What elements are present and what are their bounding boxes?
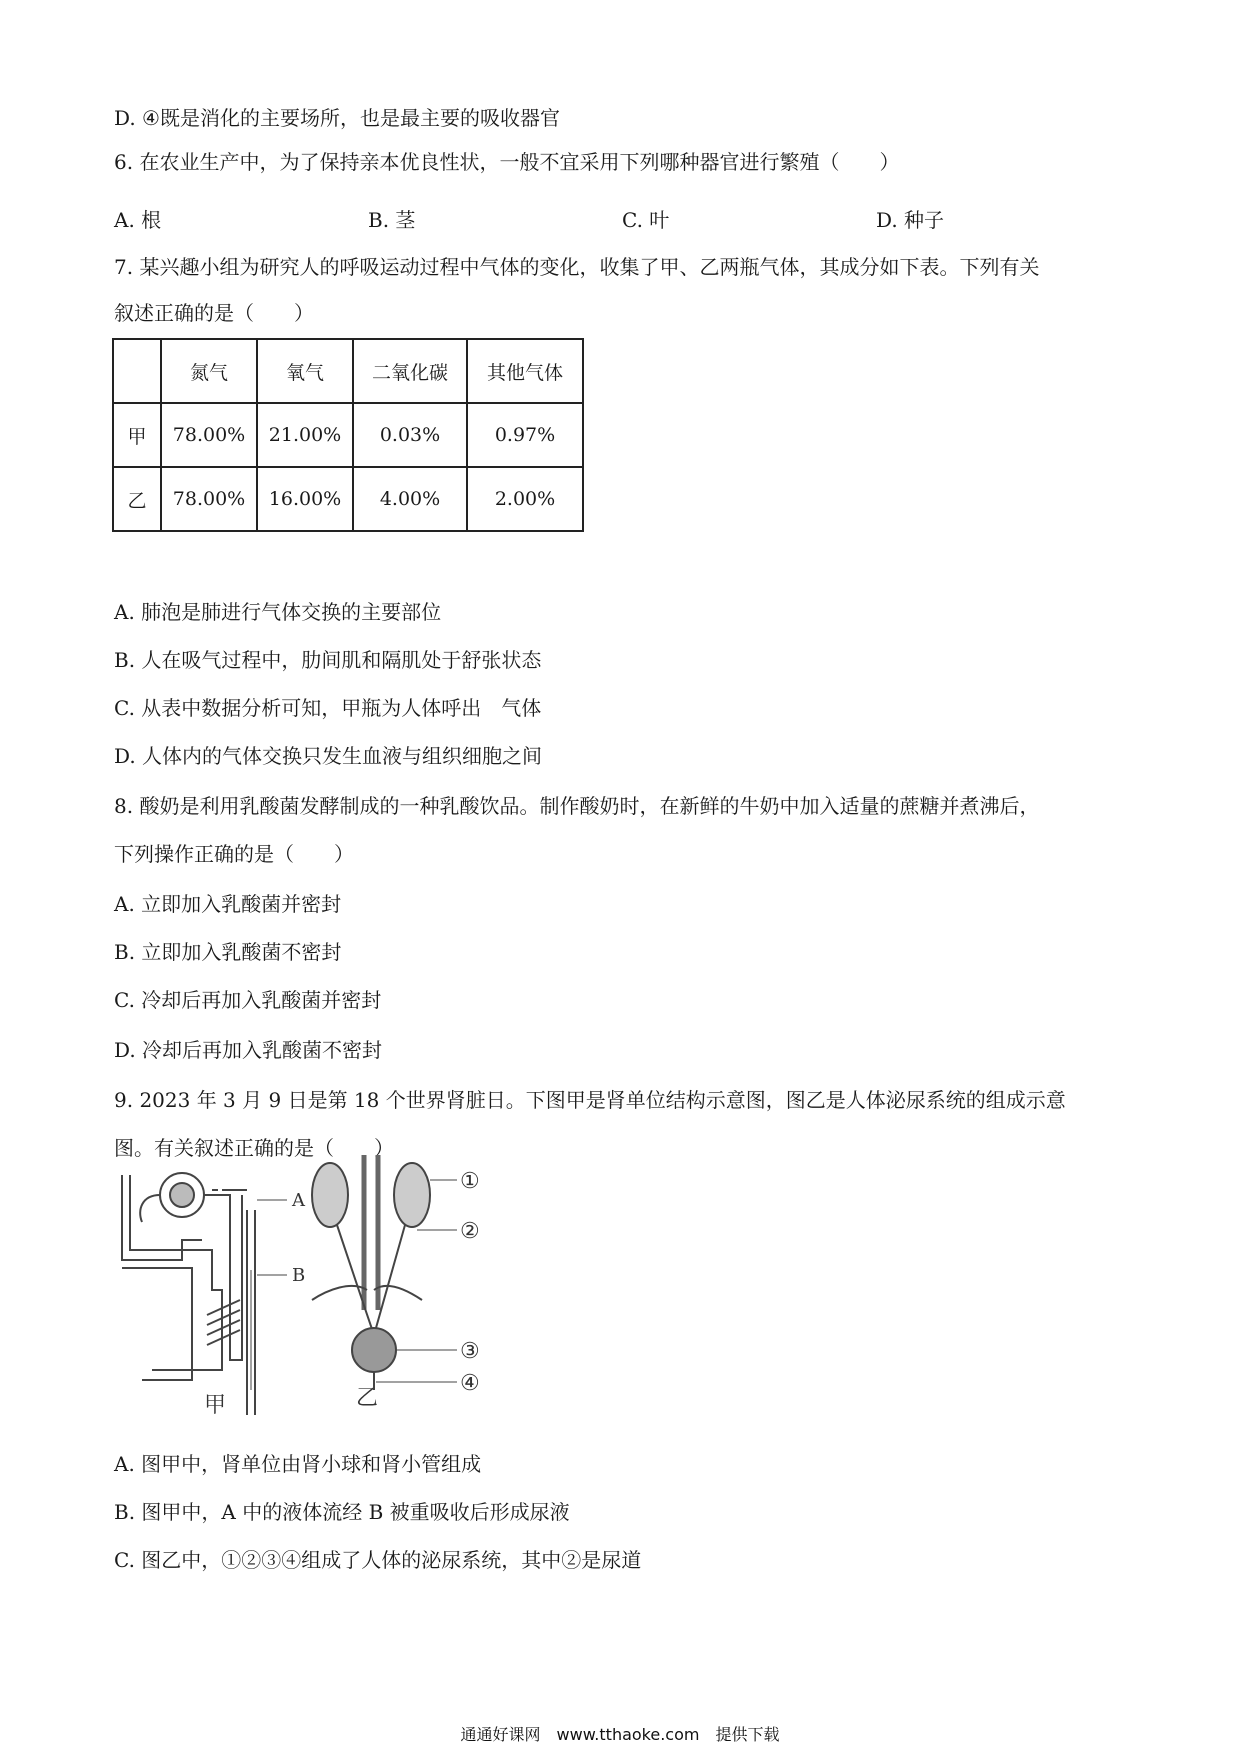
q8-option-b: B. 立即加入乳酸菌不密封 (114, 940, 342, 964)
question-7-line2: 叙述正确的是（ ） (114, 301, 314, 325)
table-header-cell: 其他气体 (467, 339, 583, 403)
table-cell: 乙 (113, 467, 161, 531)
table-cell: 78.00% (161, 467, 257, 531)
marker-4: ④ (460, 1371, 480, 1396)
table-cell: 4.00% (353, 467, 467, 531)
marker-2: ② (460, 1219, 480, 1244)
marker-1: ① (460, 1169, 480, 1194)
q6-option-d: D. 种子 (876, 208, 945, 232)
question-9-line1: 9. 2023 年 3 月 9 日是第 18 个世界肾脏日。下图甲是肾单位结构示意图，图乙是人体泌尿系统的组成示意 (114, 1088, 1066, 1112)
question-8-line2: 下列操作正确的是（ ） (114, 842, 354, 866)
table-row (113, 467, 583, 531)
question-9-line2: 图。有关叙述正确的是（ ） (114, 1136, 394, 1160)
table-cell: 21.00% (257, 403, 353, 467)
table-header-row (113, 339, 583, 403)
kidney-diagram-svg (112, 1150, 492, 1425)
question-6: 6. 在农业生产中，为了保持亲本优良性状，一般不宜采用下列哪种器官进行繁殖（ ） (114, 150, 900, 174)
diagram-label-a: A (292, 1190, 305, 1211)
q8-option-d: D. 冷却后再加入乳酸菌不密封 (114, 1038, 383, 1062)
diagram-label-b: B (292, 1265, 306, 1286)
q9-option-a: A. 图甲中，肾单位由肾小球和肾小管组成 (114, 1452, 482, 1476)
table-header-cell (113, 339, 161, 403)
caption-jia: 甲 (204, 1393, 227, 1418)
question-7-line1: 7. 某兴趣小组为研究人的呼吸运动过程中气体的变化，收集了甲、乙两瓶气体，其成分如下表。下列有关 (114, 255, 1040, 279)
page-footer: 通通好课网 www.tthaoke.com 提供下载 (460, 1725, 780, 1744)
table-header-cell: 氧气 (257, 339, 353, 403)
q7-option-b: B. 人在吸气过程中，肋间肌和隔肌处于舒张状态 (114, 648, 542, 672)
table-cell: 2.00% (467, 467, 583, 531)
q7-option-c: C. 从表中数据分析可知，甲瓶为人体呼出 气体 (114, 696, 542, 720)
table-header-cell: 氮气 (161, 339, 257, 403)
table-cell: 16.00% (257, 467, 353, 531)
q5-option-d: D. ④既是消化的主要场所，也是最主要的吸收器官 (114, 106, 560, 130)
question-8-line1: 8. 酸奶是利用乳酸菌发酵制成的一种乳酸饮品。制作酸奶时，在新鲜的牛奶中加入适量的蔗糖并煮沸后， (114, 794, 1040, 818)
q7-option-d: D. 人体内的气体交换只发生血液与组织细胞之间 (114, 744, 543, 768)
table-cell: 78.00% (161, 403, 257, 467)
q7-option-a: A. 肺泡是肺进行气体交换的主要部位 (114, 600, 442, 624)
table-header-cell: 二氧化碳 (353, 339, 467, 403)
urinary-system-sketch (312, 1155, 457, 1390)
q8-option-c: C. 冷却后再加入乳酸菌并密封 (114, 988, 382, 1012)
q6-option-a: A. 根 (114, 208, 162, 232)
caption-yi: 乙 (356, 1386, 379, 1411)
q6-option-c: C. 叶 (622, 208, 670, 232)
q8-option-a: A. 立即加入乳酸菌并密封 (114, 892, 342, 916)
q9-option-c: C. 图乙中，①②③④组成了人体的泌尿系统，其中②是尿道 (114, 1548, 642, 1572)
kidney-diagram (112, 1150, 492, 1425)
table-cell: 0.03% (353, 403, 467, 467)
q9-option-b: B. 图甲中，A 中的液体流经 B 被重吸收后形成尿液 (114, 1500, 570, 1524)
table-cell: 甲 (113, 403, 161, 467)
q6-options (114, 204, 1014, 232)
q6-option-b: B. 茎 (368, 208, 416, 232)
table-row (113, 403, 583, 467)
gas-composition-table (112, 338, 584, 532)
table-cell: 0.97% (467, 403, 583, 467)
nephron-sketch (122, 1173, 287, 1415)
marker-3: ③ (460, 1339, 480, 1364)
